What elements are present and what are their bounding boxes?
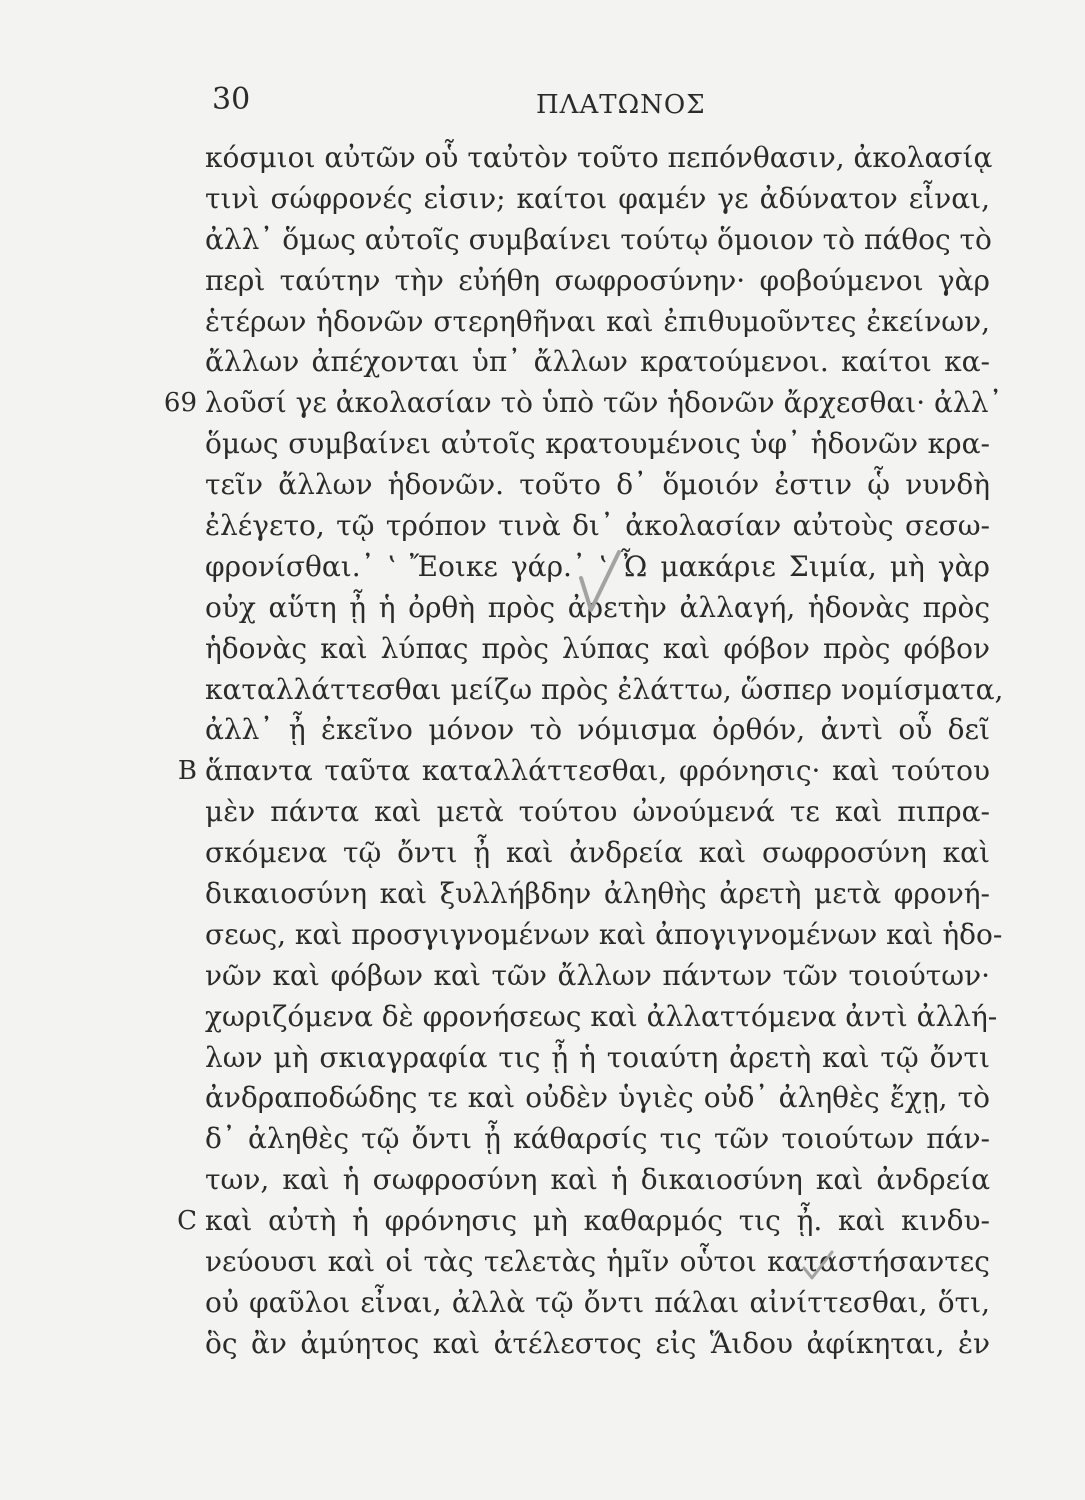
line-text: των, καὶ ἡ σωφροσύνη καὶ ἡ δικαιοσύνη καὶ ἀνδρεία — [205, 1163, 990, 1197]
text-line — [205, 1283, 990, 1324]
line-text: ὃς ἂν ἀμύητος καὶ ἀτέλεστος εἰς Ἅιδου ἀφίκηται, ἐν — [205, 1326, 990, 1360]
line-text: νεύουσι καὶ οἱ τὰς τελετὰς ἡμῖν οὗτοι καταστήσαντες — [205, 1245, 990, 1279]
text-line — [205, 588, 990, 629]
line-text: ἀλλ᾽ ὅμως αὐτοῖς συμβαίνει τούτῳ ὅμοιον τὸ πάθος τὸ — [205, 222, 992, 256]
text-line — [163, 383, 1003, 424]
text-line — [205, 1160, 990, 1201]
text-line — [205, 506, 990, 547]
text-line — [205, 997, 998, 1038]
text-line — [205, 1119, 990, 1160]
line-text: περὶ ταύτην τὴν εὐήθη σωφροσύνην· φοβούμενοι γὰρ — [205, 263, 990, 297]
text-line — [205, 1324, 990, 1365]
line-text: νῶν καὶ φόβων καὶ τῶν ἄλλων πάντων τῶν τοιούτων· — [205, 958, 990, 992]
line-text: δ᾽ ἀληθὲς τῷ ὄντι ᾖ κάθαρσίς τις τῶν τοιούτων πάν- — [205, 1122, 990, 1156]
line-text: τινὶ σώφρονές εἰσιν; καίτοι φαμέν γε ἀδύνατον εἶναι, — [205, 181, 990, 215]
text-line — [205, 670, 1004, 711]
line-text: καὶ αὐτὴ ἡ φρόνησις μὴ καθαρμός τις ᾖ. καὶ κινδυ- — [205, 1204, 990, 1238]
line-text: τεῖν ἄλλων ἡδονῶν. τοῦτο δ᾽ ὅμοιόν ἐστιν ᾧ νυνδὴ — [205, 468, 990, 502]
text-line — [205, 220, 990, 261]
line-text: κόσμιοι αὐτῶν οὗ ταὐτὸν τοῦτο πεπόνθασιν, ἀκολασίᾳ — [205, 141, 993, 174]
text-line — [177, 1201, 990, 1242]
line-text: ἅπαντα ταῦτα καταλλάττεσθαι, φρόνησις· καὶ τούτου — [205, 754, 990, 788]
text-line — [205, 833, 990, 874]
body-text — [163, 138, 1004, 1365]
running-head: ΠΛΑΤΩΝΟΣ — [536, 90, 706, 120]
text-line — [205, 261, 990, 302]
text-line — [205, 1242, 990, 1283]
line-text: ὅμως συμβαίνει αὐτοῖς κρατουμένοις ὑφ᾽ ἡδονῶν κρα- — [205, 427, 990, 461]
line-text: φρονίσθαι.᾽ ‛ Ἔοικε γάρ.᾽ ‛ Ὦ μακάριε Σιμία, μὴ γὰρ — [205, 549, 990, 583]
text-line — [205, 956, 990, 997]
line-text: ἡδονὰς καὶ λύπας πρὸς λύπας καὶ φόβον πρὸς φόβον — [205, 631, 990, 665]
text-line — [205, 792, 990, 833]
text-line — [205, 1078, 990, 1119]
margin-marker: 69 — [163, 388, 197, 419]
text-line — [205, 710, 990, 751]
text-line — [205, 179, 990, 220]
line-text: σκόμενα τῷ ὄντι ᾖ καὶ ἀνδρεία καὶ σωφροσύνη καὶ — [205, 836, 990, 870]
margin-marker: B — [177, 756, 197, 787]
line-text: λων μὴ σκιαγραφία τις ᾖ ἡ τοιαύτη ἀρετὴ καὶ τῷ ὄντι — [205, 1040, 990, 1074]
line-text: καταλλάττεσθαι μείζω πρὸς ἐλάττω, ὥσπερ νομίσματα, — [205, 672, 1004, 706]
line-text: ἑτέρων ἡδονῶν στερηθῆναι καὶ ἐπιθυμοῦντες ἐκείνων, — [205, 304, 990, 338]
text-line — [205, 874, 990, 915]
margin-marker: C — [177, 1206, 197, 1237]
text-line — [205, 424, 990, 465]
line-text: οὐ φαῦλοι εἶναι, ἀλλὰ τῷ ὄντι πάλαι αἰνίττεσθαι, ὅτι, — [205, 1285, 990, 1319]
line-text: μὲν πάντα καὶ μετὰ τούτου ὠνούμενά τε καὶ πιπρα- — [205, 795, 990, 829]
line-text: ἄλλων ἀπέχονται ὑπ᾽ ἄλλων κρατούμενοι. καίτοι κα- — [205, 345, 990, 379]
text-line — [177, 751, 990, 792]
page-number: 30 — [212, 82, 251, 117]
text-line — [205, 1038, 990, 1079]
text-line — [205, 342, 990, 383]
text-line — [205, 465, 990, 506]
text-line — [205, 138, 993, 179]
text-line — [205, 629, 990, 670]
line-text: ἐλέγετο, τῷ τρόπον τινὰ δι᾽ ἀκολασίαν αὐτοὺς σεσω- — [205, 509, 990, 543]
line-text: οὐχ αὕτη ᾖ ἡ ὀρθὴ πρὸς ἀρετὴν ἀλλαγή, ἡδονὰς πρὸς — [205, 590, 990, 624]
line-text: ἀνδραποδώδης τε καὶ οὐδὲν ὑγιὲς οὐδ᾽ ἀληθὲς ἔχῃ, τὸ — [205, 1081, 990, 1115]
text-line — [205, 915, 1003, 956]
text-line — [205, 547, 990, 588]
line-text: ἀλλ᾽ ᾖ ἐκεῖνο μόνον τὸ νόμισμα ὀρθόν, ἀντὶ οὗ δεῖ — [205, 713, 990, 747]
line-text: δικαιοσύνη καὶ ξυλλήβδην ἀληθὴς ἀρετὴ μετὰ φρονή- — [205, 877, 990, 911]
text-line — [205, 302, 990, 343]
line-text: χωριζόμενα δὲ φρονήσεως καὶ ἀλλαττόμενα ἀντὶ ἀλλή- — [205, 999, 998, 1033]
line-text: λοῦσί γε ἀκολασίαν τὸ ὑπὸ τῶν ἡδονῶν ἄρχεσθαι· ἀλλ᾽ — [205, 386, 1003, 420]
line-text: σεως, καὶ προσγιγνομένων καὶ ἀπογιγνομένων καὶ ἡδο- — [205, 917, 1003, 951]
